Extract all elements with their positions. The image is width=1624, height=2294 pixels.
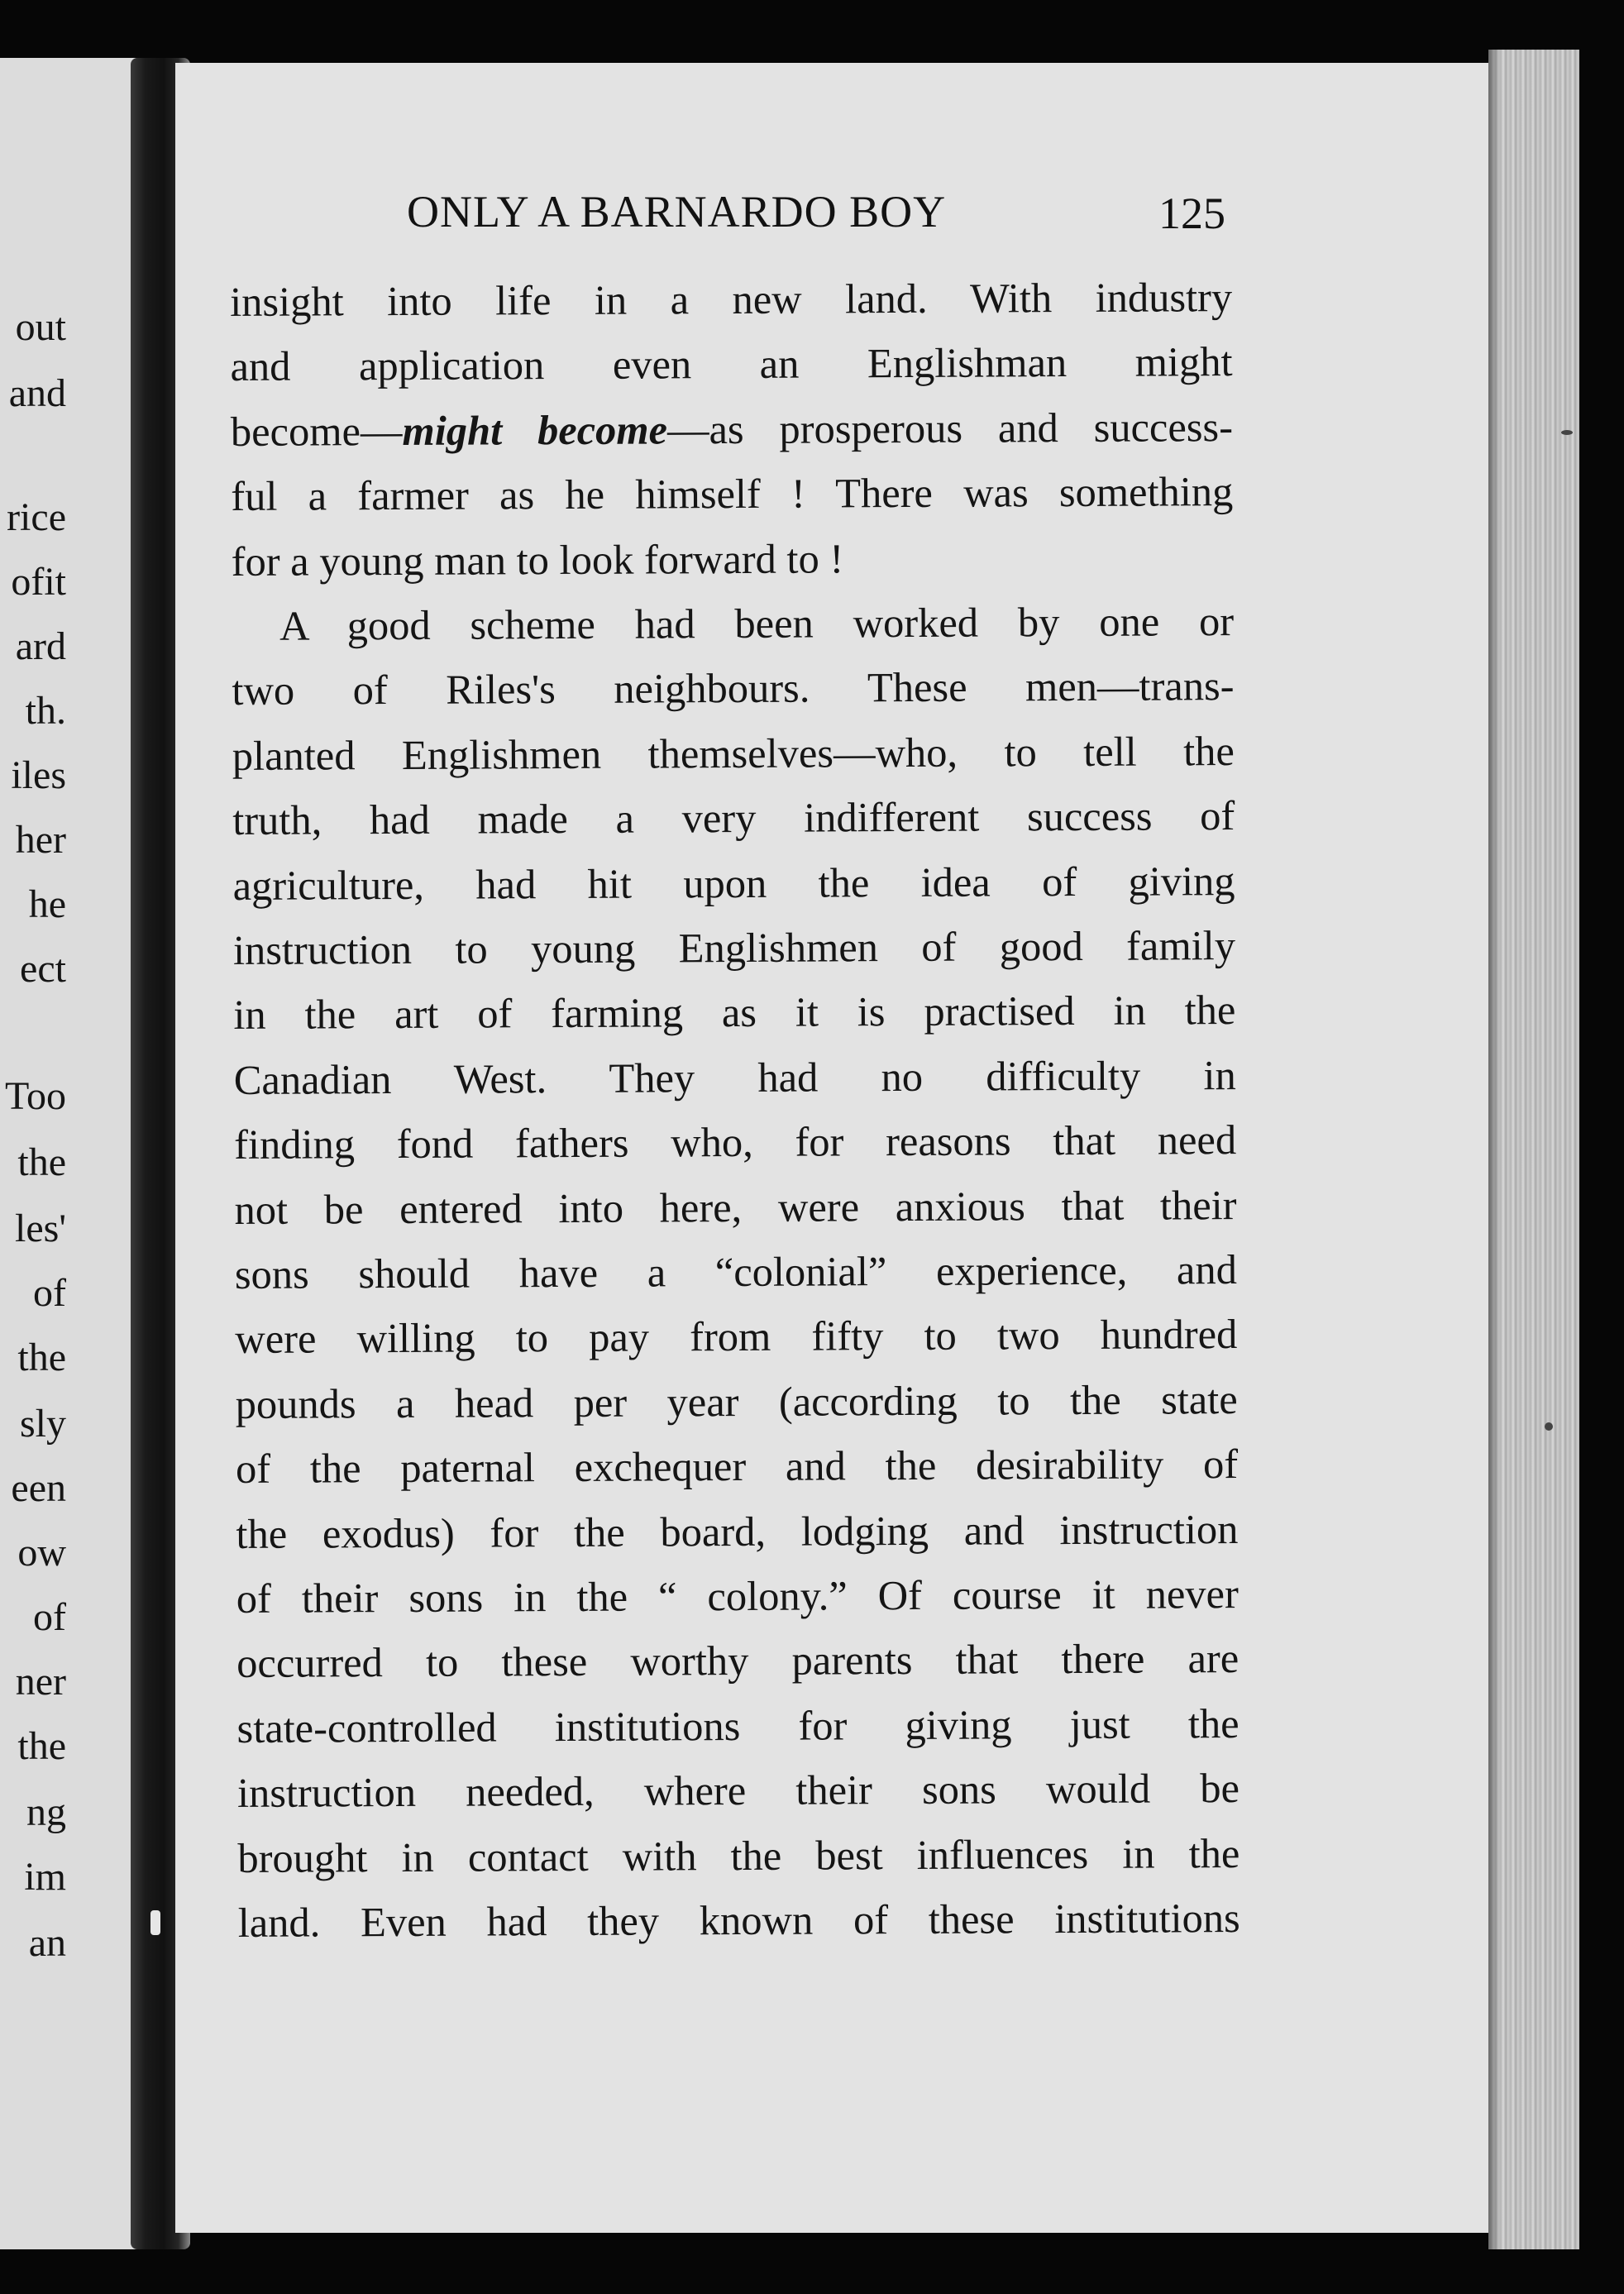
text-line: not be entered into here, were anxious that their: [234, 1181, 1237, 1233]
text-line: of the paternal exchequer and the desirability of: [235, 1441, 1239, 1493]
text-line: in the art of farming as it is practised in the: [233, 987, 1236, 1039]
text-line: A good scheme had been worked by one or: [279, 598, 1235, 649]
text-line: for a young man to look forward to !: [231, 534, 844, 585]
left-page-fragment: ner: [15, 1660, 66, 1704]
text-line: finding fond fathers who, for reasons that need: [234, 1116, 1237, 1169]
left-page-fragment: een: [11, 1466, 66, 1510]
left-page-fragment: an: [28, 1921, 66, 1965]
left-page-fragment: ow: [17, 1531, 66, 1575]
page-header: [407, 186, 1225, 244]
text-line: state-controlled institutions for giving just the: [236, 1699, 1239, 1752]
text-line: truth, had made a very indifferent success of: [232, 792, 1235, 844]
running-title: ONLY A BARNARDO BOY: [407, 187, 947, 237]
left-page-fragment: ofit: [11, 560, 66, 604]
left-page-fragment: out: [15, 305, 66, 349]
left-page-fragment: sly: [19, 1402, 66, 1446]
page-edges: [1488, 50, 1579, 2249]
text-line: instruction needed, where their sons would be: [236, 1765, 1240, 1817]
page-number: 125: [1158, 189, 1225, 238]
page-edge-shadow: [1488, 50, 1500, 2249]
left-page-fragment: of: [33, 1271, 66, 1315]
scan-speck: [1561, 430, 1573, 435]
left-page-fragment: ng: [26, 1790, 66, 1834]
left-page-fragment: th.: [25, 689, 66, 733]
left-page-fragment: he: [28, 882, 66, 926]
text-line: instruction to young Englishmen of good family: [232, 922, 1236, 973]
text-span: become—: [230, 407, 403, 455]
left-page-fragment: Too: [5, 1074, 66, 1118]
text-line: and application even an Englishman might: [230, 338, 1233, 390]
text-line: land. Even had they known of these institutions: [237, 1895, 1240, 1946]
body-text: [230, 268, 1240, 1976]
left-page-fragment: the: [17, 1140, 66, 1184]
text-line: brought in contact with the best influences in the: [237, 1829, 1240, 1881]
left-page-fragment: her: [15, 818, 66, 862]
left-page-fragment: im: [24, 1855, 66, 1899]
text-line: [231, 398, 1233, 461]
text-line: were willing to pay from fifty to two hundred: [235, 1311, 1238, 1363]
left-page-fragment: rice: [7, 495, 66, 539]
emphasis-text: might become: [402, 406, 668, 454]
left-page-fragment: of: [33, 1595, 66, 1639]
left-page-fragment: and: [8, 371, 66, 415]
text-line: pounds a head per year (according to the state: [235, 1375, 1238, 1427]
left-page-fragment: the: [17, 1336, 66, 1379]
text-line: insight into life in a new land. With industry: [230, 274, 1233, 325]
left-page-fragment: ard: [15, 624, 66, 668]
spine-hole: [150, 1910, 160, 1935]
left-page: [0, 58, 139, 2249]
left-page-fragment: iles: [11, 753, 66, 797]
text-line: two of Riles's neighbours. These men—trans-: [232, 662, 1235, 714]
text-line: the exodus) for the board, lodging and instruction: [236, 1505, 1239, 1557]
text-line: Canadian West. They had no difficulty in: [233, 1051, 1236, 1103]
text-line: planted Englishmen themselves—who, to tell the: [232, 727, 1235, 779]
left-page-fragment: les': [15, 1207, 66, 1250]
left-page-fragment: ect: [20, 947, 66, 991]
text-line: of their sons in the “ colony.” Of course it never: [236, 1570, 1239, 1622]
scan-speck: [1545, 1422, 1553, 1431]
text-span: —as prosperous and success-: [666, 403, 1234, 453]
text-line: agriculture, had hit upon the idea of giving: [232, 857, 1235, 909]
text-line: occurred to these worthy parents that there are: [236, 1635, 1239, 1687]
text-line: sons should have a “colonial” experience, and: [234, 1246, 1238, 1298]
left-page-fragment: the: [17, 1724, 66, 1768]
text-line: ful a farmer as he himself ! There was something: [231, 468, 1234, 520]
